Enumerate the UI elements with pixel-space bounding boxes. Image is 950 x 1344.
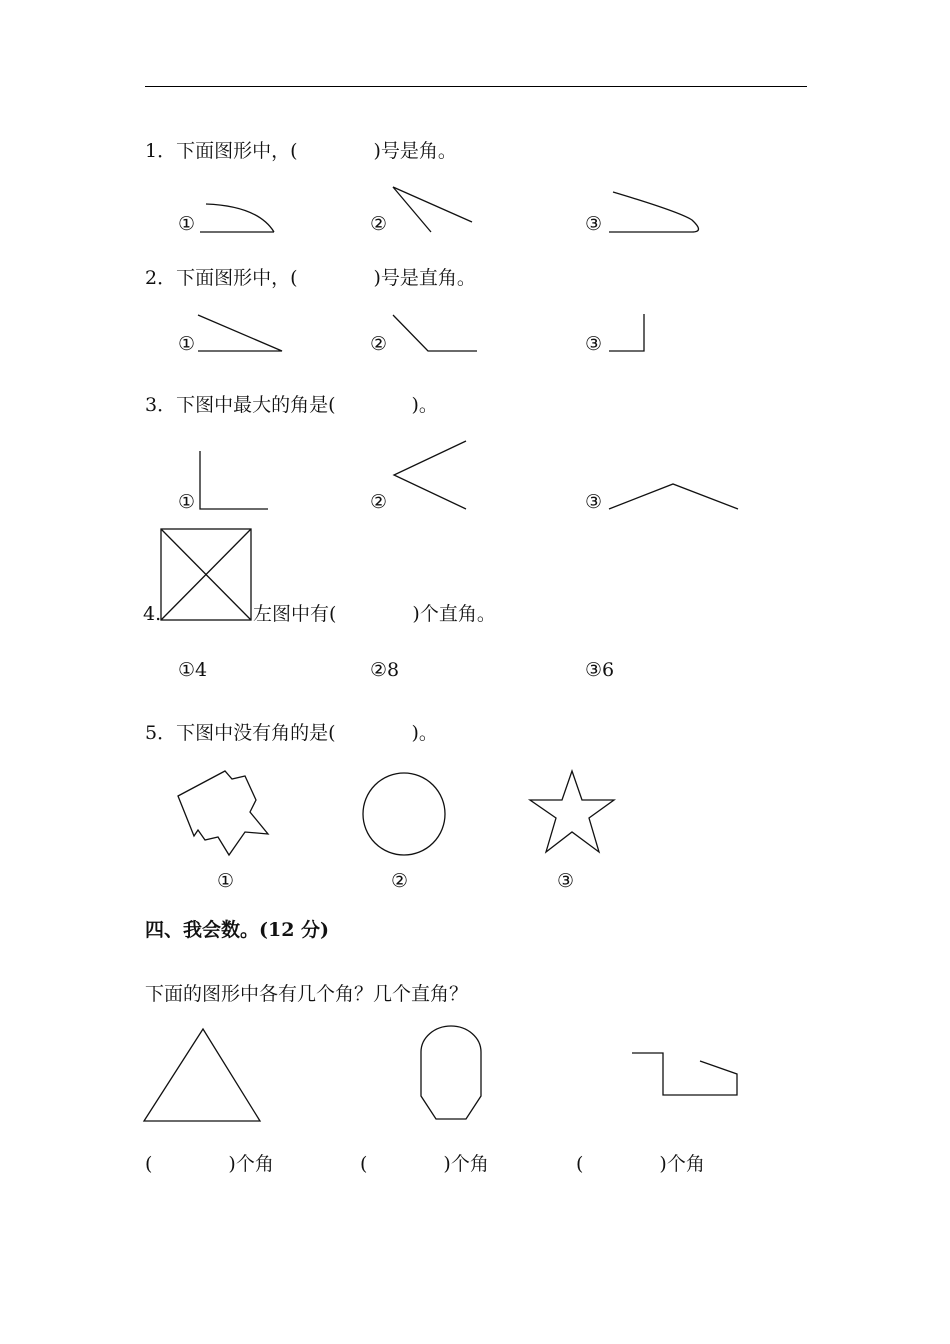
q5-star xyxy=(530,771,614,852)
count-figure-triangle xyxy=(144,1029,260,1121)
q4-square-figure xyxy=(161,529,251,620)
answer-blank-1: ( )个角 xyxy=(145,1153,274,1175)
q3-option-3-label: ③ xyxy=(585,491,603,513)
q1-option-3-label: ③ xyxy=(585,213,603,235)
q3-option-1-label: ① xyxy=(178,491,196,513)
q1-figure-3 xyxy=(609,192,699,232)
question-4: 左图中有( )个直角。 xyxy=(253,603,496,625)
q2-option-3-label: ③ xyxy=(585,333,603,355)
question-3: 3．下图中最大的角是( )。 xyxy=(145,394,438,416)
q1-option-1-label: ① xyxy=(178,213,196,235)
q3-option-2-label: ② xyxy=(370,491,388,513)
q5-option-1-label: ① xyxy=(217,870,235,892)
q4-option-3: ③6 xyxy=(585,659,615,681)
q5-irregular-polygon xyxy=(178,771,268,855)
q1-figure-1 xyxy=(200,204,274,232)
q2-figure-1 xyxy=(198,315,282,351)
question-5: 5．下图中没有角的是( )。 xyxy=(145,722,438,744)
q2-option-1-label: ① xyxy=(178,333,196,355)
q1-option-2-label: ② xyxy=(370,213,388,235)
question-1: 1．下面图形中，( )号是角。 xyxy=(145,140,457,162)
section-4-instruction: 下面的图形中各有几个角？几个直角？ xyxy=(145,983,469,1005)
answer-blank-2: ( )个角 xyxy=(360,1153,489,1175)
q2-option-2-label: ② xyxy=(370,333,388,355)
section-4-heading: 四、我会数。(12 分) xyxy=(145,919,330,941)
q2-figure-2 xyxy=(393,315,477,351)
q1-figure-2 xyxy=(393,187,472,232)
question-2: 2．下面图形中，( )号是直角。 xyxy=(145,267,476,289)
q5-circle xyxy=(363,773,445,855)
q3-figure-2 xyxy=(394,441,466,509)
question-4-number: 4. xyxy=(143,603,162,625)
answer-blank-3: ( )个角 xyxy=(576,1153,705,1175)
q3-figure-1 xyxy=(200,451,268,509)
q4-option-2: ②8 xyxy=(370,659,400,681)
q5-option-2-label: ② xyxy=(391,870,409,892)
count-figure-step-shape xyxy=(632,1053,737,1095)
q3-figure-3 xyxy=(609,484,738,509)
q2-figure-3 xyxy=(609,314,644,351)
q5-option-3-label: ③ xyxy=(557,870,575,892)
count-figure-rounded-shape xyxy=(421,1026,481,1119)
q4-option-1: ①4 xyxy=(178,659,208,681)
